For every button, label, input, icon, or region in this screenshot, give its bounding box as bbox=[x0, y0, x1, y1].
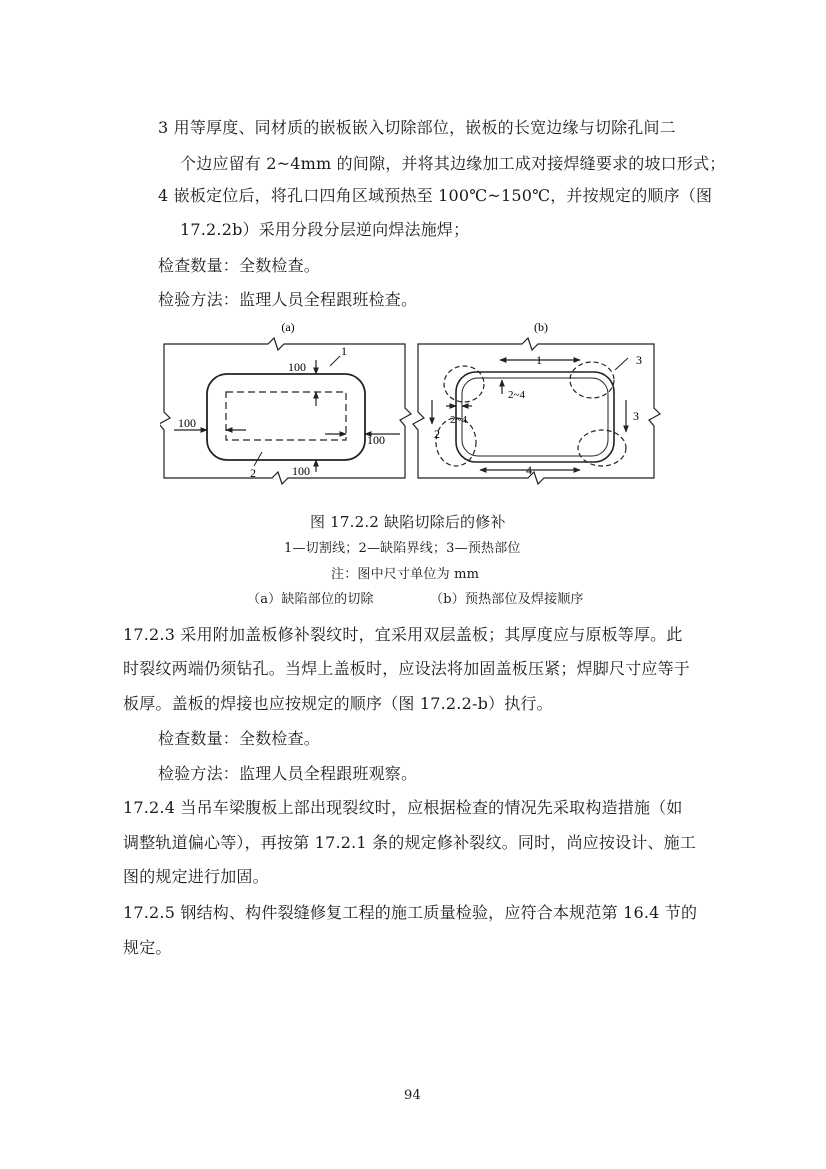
item-4-line-1: 4 嵌板定位后，将孔口四角区域预热至 100℃~150℃，并按规定的顺序（图 bbox=[158, 186, 713, 205]
section-17-2-5-line-1: 17.2.5 钢结构、构件裂缝修复工程的施工质量检验，应符合本规范第 16.4 节的 bbox=[123, 903, 698, 922]
section-17-2-3-line-2: 时裂纹两端仍须钻孔。当焊上盖板时，应设法将加固盖板压紧；焊脚尺寸应等于 bbox=[123, 659, 691, 678]
dim-top-a: 100 bbox=[288, 360, 306, 374]
label-4-b: 4 bbox=[526, 463, 532, 477]
check-method: 检验方法：监理人员全程跟班检查。 bbox=[158, 290, 418, 309]
cut-line-b bbox=[456, 372, 614, 462]
check-quantity: 检查数量：全数检查。 bbox=[158, 256, 321, 275]
label-1-a: 1 bbox=[341, 344, 347, 358]
figure-17-2-2 bbox=[160, 320, 666, 500]
figure-caption-legend: 1—切割线；2—缺陷界线；3—预热部位 bbox=[284, 541, 521, 556]
panel-a bbox=[160, 338, 411, 484]
label-1-b: 1 bbox=[536, 353, 542, 367]
dim-right-a: 100 bbox=[367, 433, 385, 447]
figure-caption-a: （a）缺陷部位的切除 bbox=[247, 592, 374, 607]
section-17-2-3-line-3: 板厚。盖板的焊接也应按规定的顺序（图 17.2.2-b）执行。 bbox=[123, 694, 553, 713]
cut-line-a bbox=[207, 374, 365, 460]
figure-caption-note: 注：图中尺寸单位为 mm bbox=[331, 567, 480, 582]
panel-b-label: (b) bbox=[534, 320, 548, 334]
label-3-b-top: 3 bbox=[636, 353, 642, 367]
item-4-line-2: 17.2.2b）采用分段分层逆向焊法施焊； bbox=[180, 220, 470, 239]
gap-label-left: 2~4 bbox=[450, 414, 467, 426]
page-number: 94 bbox=[404, 1088, 421, 1103]
preheat-zone-tr bbox=[570, 362, 614, 398]
label-2-b: 2 bbox=[434, 427, 440, 441]
figure-caption-b: （b）预热部位及焊接顺序 bbox=[430, 592, 584, 607]
plate-outline-a bbox=[160, 338, 411, 484]
section-17-2-3-check-method: 检验方法：监理人员全程跟班观察。 bbox=[158, 764, 418, 783]
label-2-a: 2 bbox=[250, 466, 256, 480]
label-3-b-side: 3 bbox=[633, 409, 639, 423]
item-3-line-1: 3 用等厚度、同材质的嵌板嵌入切除部位，嵌板的长宽边缘与切除孔间二 bbox=[158, 118, 676, 137]
defect-boundary-a bbox=[226, 392, 346, 440]
figure-caption-title: 图 17.2.2 缺陷切除后的修补 bbox=[310, 513, 506, 531]
section-17-2-4-line-2: 调整轨道偏心等），再按第 17.2.1 条的规定修补裂纹。同时，尚应按设计、施工 bbox=[123, 833, 697, 852]
item-3-line-2: 个边应留有 2~4mm 的间隙，并将其边缘加工成对接焊缝要求的坡口形式； bbox=[180, 154, 726, 173]
preheat-zone-tl bbox=[444, 366, 484, 402]
dim-left-a: 100 bbox=[178, 416, 196, 430]
section-17-2-3-check-quantity: 检查数量：全数检查。 bbox=[158, 729, 321, 748]
section-17-2-4-line-1: 17.2.4 当吊车梁腹板上部出现裂纹时，应根据检查的情况先采取构造措施（如 bbox=[123, 798, 683, 817]
dim-bottom-a: 100 bbox=[292, 464, 310, 478]
gap-label-top: 2~4 bbox=[508, 389, 525, 401]
panel-a-label: (a) bbox=[281, 320, 295, 334]
inset-plate-b bbox=[462, 378, 608, 456]
section-17-2-5-line-2: 规定。 bbox=[123, 938, 172, 957]
section-17-2-4-line-3: 图的规定进行加固。 bbox=[123, 867, 269, 886]
section-17-2-3-line-1: 17.2.3 采用附加盖板修补裂纹时，宜采用双层盖板；其厚度应与原板等厚。此 bbox=[123, 625, 683, 644]
